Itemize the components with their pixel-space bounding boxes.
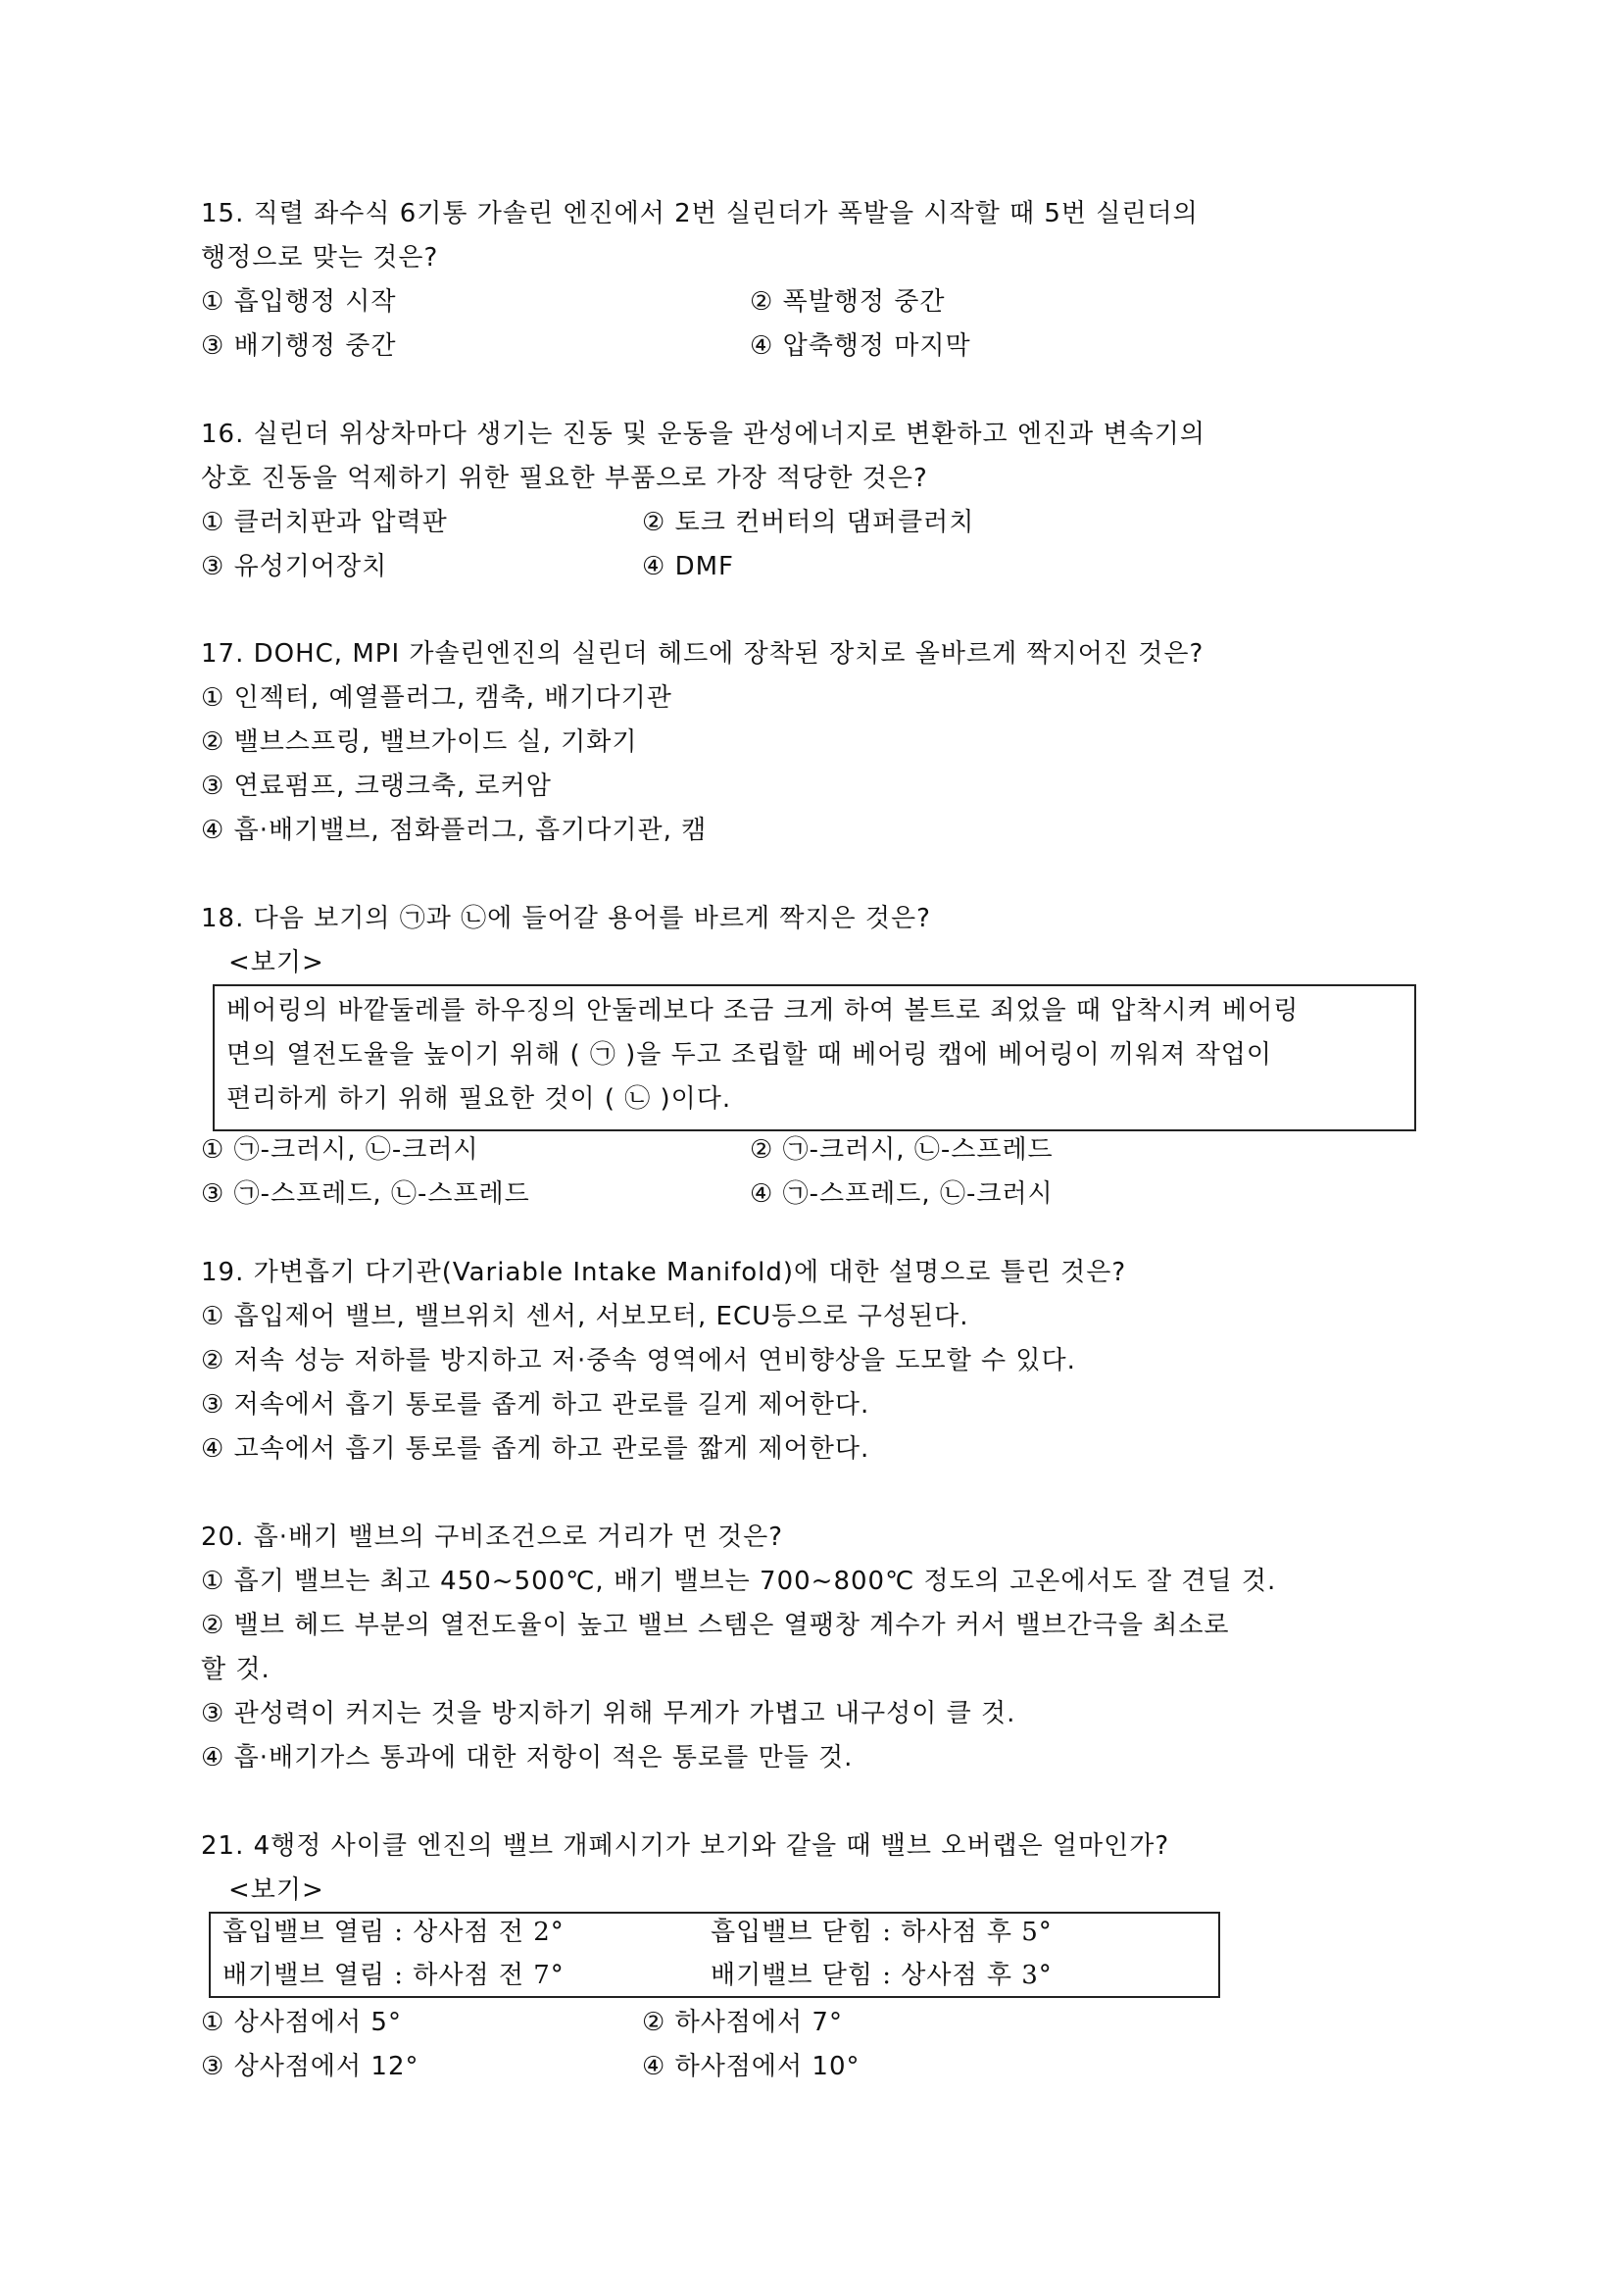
bogi-box	[213, 984, 1416, 1131]
bogi-text: 흡입밸브 닫힘 : 하사점 후 5°	[711, 1918, 1053, 1947]
answer-option-2: ② 폭발행정 중간	[750, 287, 946, 317]
answer-option-3: ③ 유성기어장치	[201, 552, 388, 581]
answer-option-2: ② 밸브스프링, 밸브가이드 실, 기화기	[201, 727, 638, 757]
question-stem: 18. 다음 보기의 ㉠과 ㉡에 들어갈 용어를 바르게 짝지은 것은?	[201, 904, 931, 933]
answer-option-1: ① 흡기 밸브는 최고 450~500℃, 배기 밸브는 700~800℃ 정도의 고온에서도 잘 견딜 것.	[201, 1567, 1277, 1596]
answer-option-3: ③ 저속에서 흡기 통로를 좁게 하고 관로를 길게 제어한다.	[201, 1390, 870, 1420]
question-stem: 17. DOHC, MPI 가솔린엔진의 실린더 헤드에 장착된 장치로 올바르게 짝지어진 것은?	[201, 639, 1205, 669]
answer-option-4: ④ 흡·배기가스 통과에 대한 저항이 적은 통로를 만들 것.	[201, 1743, 854, 1772]
bogi-box	[209, 1912, 1220, 1998]
bogi-text: 배기밸브 닫힘 : 상사점 후 3°	[711, 1961, 1053, 1990]
answer-option-4: ④ 하사점에서 10°	[642, 2052, 861, 2081]
answer-option-4: ④ ㉠-스프레드, ㉡-크러시	[750, 1179, 1054, 1209]
bogi-label: <보기>	[228, 948, 324, 977]
bogi-text: 면의 열전도율을 높이기 위해 ( ㉠ )을 두고 조립할 때 베어링 캡에 베어링이 끼워져 작업이	[226, 1040, 1272, 1070]
answer-option-4: ④ 압축행정 마지막	[750, 331, 971, 361]
answer-option-1: ① 클러치판과 압력판	[201, 508, 448, 537]
answer-option-2: ② 저속 성능 저하를 방지하고 저·중속 영역에서 연비향상을 도모할 수 있다.	[201, 1346, 1076, 1375]
question-stem: 15. 직렬 좌수식 6기통 가솔린 엔진에서 2번 실린더가 폭발을 시작할 때 5번 실린더의	[201, 199, 1199, 228]
question-stem: 상호 진동을 억제하기 위한 필요한 부품으로 가장 적당한 것은?	[201, 464, 928, 493]
answer-option-1: ① ㉠-크러시, ㉡-크러시	[201, 1135, 479, 1165]
answer-option-3: ③ 연료펌프, 크랭크축, 로커암	[201, 772, 552, 801]
question-stem: 21. 4행정 사이클 엔진의 밸브 개폐시기가 보기와 같을 때 밸브 오버랩은 얼마인가?	[201, 1831, 1170, 1861]
question-stem: 19. 가변흡기 다기관(Variable Intake Manifold)에 대한 설명으로 틀린 것은?	[201, 1258, 1127, 1287]
question-stem: 16. 실린더 위상차마다 생기는 진동 및 운동을 관성에너지로 변환하고 엔진과 변속기의	[201, 420, 1205, 449]
answer-option-4: ④ 고속에서 흡기 통로를 좁게 하고 관로를 짧게 제어한다.	[201, 1434, 870, 1464]
answer-option-1: ① 상사점에서 5°	[201, 2008, 402, 2037]
answer-option-3: ③ ㉠-스프레드, ㉡-스프레드	[201, 1179, 530, 1209]
answer-option-1: ① 인젝터, 예열플러그, 캠축, 배기다기관	[201, 683, 672, 713]
bogi-label: <보기>	[228, 1875, 324, 1905]
answer-option-1: ① 흡입행정 시작	[201, 287, 397, 317]
answer-option-3: ③ 관성력이 커지는 것을 방지하기 위해 무게가 가볍고 내구성이 클 것.	[201, 1699, 1016, 1728]
bogi-text: 배기밸브 열림 : 하사점 전 7°	[222, 1961, 565, 1990]
answer-option-4: ④ 흡·배기밸브, 점화플러그, 흡기다기관, 캠	[201, 816, 708, 845]
answer-option-1: ① 흡입제어 밸브, 밸브위치 센서, 서보모터, ECU등으로 구성된다.	[201, 1302, 969, 1331]
answer-option-2-cont: 할 것.	[201, 1655, 270, 1684]
bogi-text: 베어링의 바깥둘레를 하우징의 안둘레보다 조금 크게 하여 볼트로 죄었을 때 압착시켜 베어링	[226, 996, 1300, 1025]
answer-option-2: ② 하사점에서 7°	[642, 2008, 843, 2037]
answer-option-2: ② 토크 컨버터의 댐퍼클러치	[642, 508, 975, 537]
answer-option-3: ③ 상사점에서 12°	[201, 2052, 419, 2081]
question-stem: 행정으로 맞는 것은?	[201, 243, 439, 273]
answer-option-2: ② ㉠-크러시, ㉡-스프레드	[750, 1135, 1054, 1165]
bogi-text: 편리하게 하기 위해 필요한 것이 ( ㉡ )이다.	[226, 1084, 732, 1114]
question-stem: 20. 흡·배기 밸브의 구비조건으로 거리가 먼 것은?	[201, 1522, 784, 1552]
answer-option-4: ④ DMF	[642, 552, 734, 581]
answer-option-3: ③ 배기행정 중간	[201, 331, 397, 361]
bogi-text: 흡입밸브 열림 : 상사점 전 2°	[222, 1918, 565, 1947]
answer-option-2: ② 밸브 헤드 부분의 열전도율이 높고 밸브 스템은 열팽창 계수가 커서 밸브간극을 최소로	[201, 1611, 1230, 1640]
